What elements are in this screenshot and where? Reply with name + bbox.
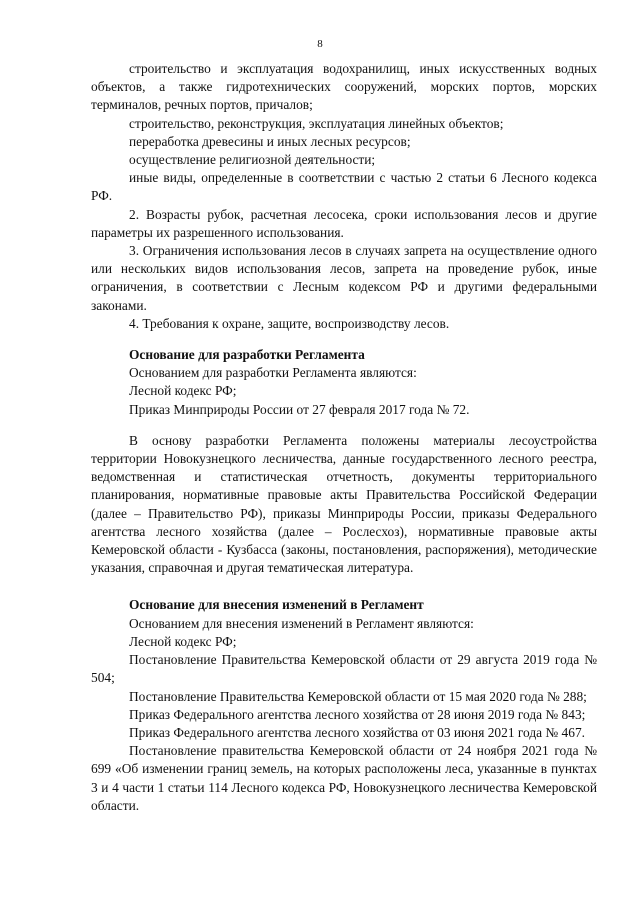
paragraph: Постановление Правительства Кемеровской области от 15 мая 2020 года № 288; <box>129 688 587 704</box>
paragraph: строительство и эксплуатация водохранилищ, иных искусственных водных объектов, а также гидротехнических сооружений, морских портов, морских терминалов, речных портов, причалов; <box>91 61 597 113</box>
paragraph: осуществление религиозной деятельности; <box>129 152 376 168</box>
paragraph: 4. Требования к охране, защите, воспроизводству лесов. <box>129 315 450 331</box>
paragraph: Лесной кодекс РФ; <box>129 383 237 399</box>
paragraph: Лесной кодекс РФ; <box>129 633 237 649</box>
paragraph: В основу разработки Регламента положены материалы лесоустройства территории Новокузнецкого лесничества, данные государственного лесного реестра, ведомственная и статистическая отчетность, документы территориального планирования, нормативные правовые акты Правительства Российской Федерации (далее – Правительство РФ), приказы Минприроды России, приказы Федерального агентства лесного хозяйства (далее – Рослесхоз), нормативные правовые акты Кемеровской области - Кузбасса (законы, постановления, распоряжения), методические указания, справочная и другая тематическая литература. <box>91 432 597 576</box>
paragraph: Приказ Федерального агентства лесного хозяйства от 28 июня 2019 года № 843; <box>129 706 586 722</box>
paragraph: переработка древесины и иных лесных ресурсов; <box>129 133 411 149</box>
paragraph: Приказ Минприроды России от 27 февраля 2017 года № 72. <box>129 401 470 417</box>
paragraph: иные виды, определенные в соответствии с частью 2 статьи 6 Лесного кодекса РФ. <box>91 170 597 204</box>
paragraph-spacer <box>91 577 597 596</box>
section-heading: Основание для внесения изменений в Регламент <box>129 597 424 613</box>
paragraph-spacer <box>91 419 597 432</box>
page-number: 8 <box>317 38 323 50</box>
paragraph: 3. Ограничения использования лесов в случаях запрета на осуществление одного или нескольких видов использования лесов, запрета на проведение рубок, иные ограничения, в соответствии с Лесным кодексом РФ и другими федеральными законами. <box>91 243 597 313</box>
paragraph: 2. Возрасты рубок, расчетная лесосека, сроки использования лесов и другие параметры их разрешенного использования. <box>91 206 597 240</box>
paragraph: Постановление Правительства Кемеровской области от 29 августа 2019 года № 504; <box>91 652 597 686</box>
paragraph: Приказ Федерального агентства лесного хозяйства от 03 июня 2021 года № 467. <box>129 724 585 740</box>
paragraph: строительство, реконструкция, эксплуатация линейных объектов; <box>129 115 504 131</box>
paragraph: Постановление правительства Кемеровской области от 24 ноября 2021 года № 699 «Об изменении границ земель, на которых расположены леса, указанные в пунктах 3 и 4 части 1 статьи 114 Лесного кодекса РФ, Новокузнецкого лесничества Кемеровской области. <box>91 743 597 813</box>
section-heading: Основание для разработки Регламента <box>129 347 365 363</box>
document-body <box>91 60 597 815</box>
paragraph: Основанием для внесения изменений в Регламент являются: <box>129 615 474 631</box>
paragraph: Основанием для разработки Регламента являются: <box>129 365 417 381</box>
paragraph-spacer <box>91 333 597 346</box>
